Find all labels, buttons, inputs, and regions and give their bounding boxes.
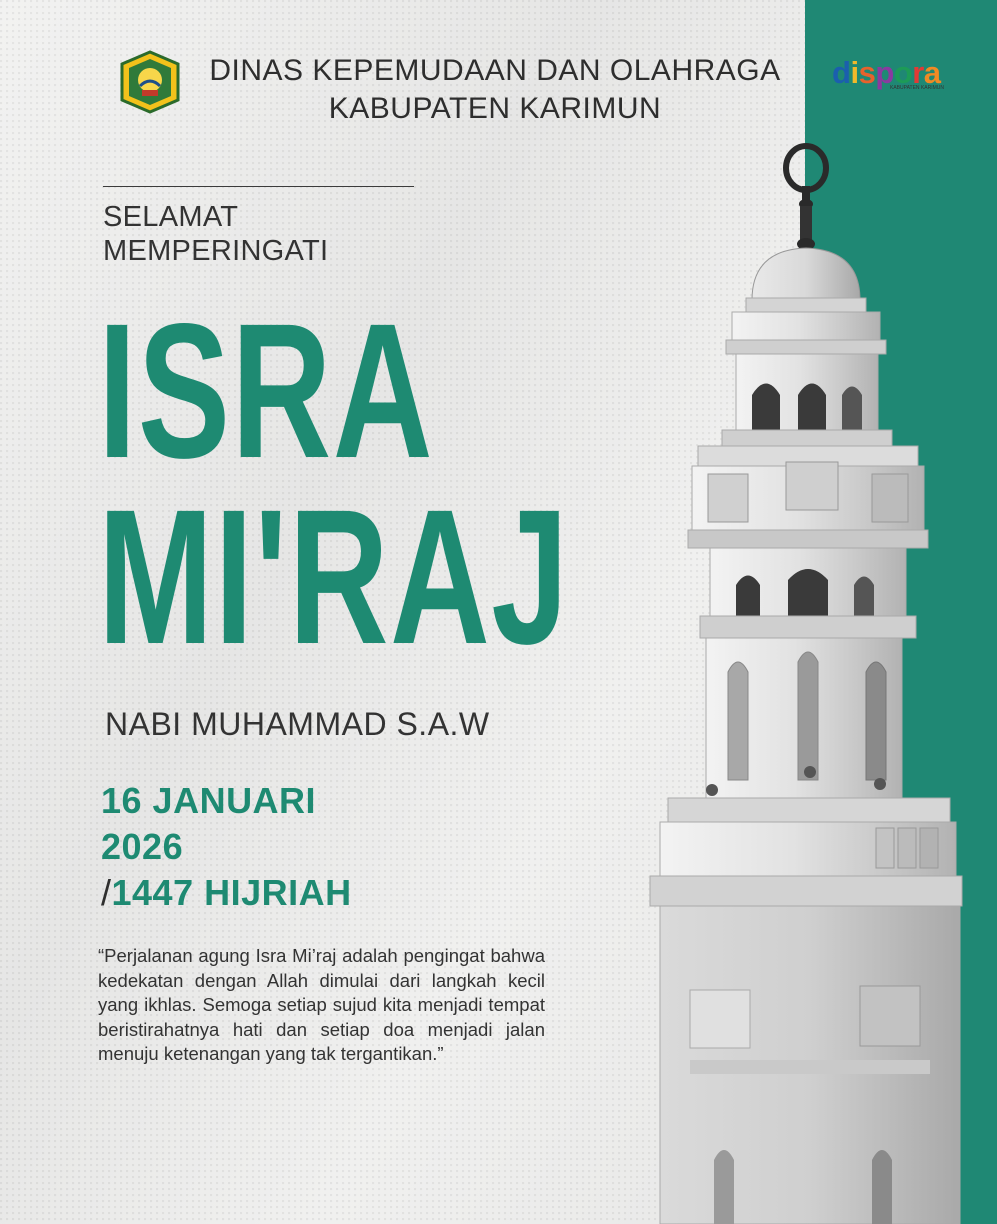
divider-line	[103, 186, 414, 187]
main-title-line-2: MI'RAJ	[98, 469, 570, 684]
organization-title	[190, 52, 800, 128]
event-date	[101, 778, 352, 916]
date-slash: /	[101, 872, 112, 913]
date-line-2: 2026	[101, 826, 184, 867]
crescent-finial	[786, 146, 826, 250]
brand-letter: i	[850, 55, 859, 90]
organization-line-1: DINAS KEPEMUDAAN DAN OLAHRAGA	[209, 54, 781, 87]
greeting-line-1: SELAMAT	[103, 201, 239, 233]
main-title-line-1: ISRA	[98, 283, 435, 498]
date-line-1: 16 JANUARI	[101, 780, 317, 821]
brand-letter: s	[858, 55, 876, 90]
hijri-year: 1447 HIJRIAH	[111, 872, 352, 913]
quote-paragraph: “Perjalanan agung Isra Mi’raj adalah pengingat bahwa kedekatan dengan Allah dimulai dari langkah kecil yang ikhlas. Semoga setiap sujud kita menjadi tempat beristirahatnya hati dan setiap doa menjadi jalan menuju ketenangan yang tak tergantikan.”	[98, 945, 545, 1064]
greeting-line-2: MEMPERINGATI	[103, 235, 329, 267]
main-title	[98, 283, 570, 684]
brand-letter: d	[832, 55, 851, 90]
brand-letter: p	[875, 55, 894, 90]
subtitle: NABI MUHAMMAD S.A.W	[105, 706, 490, 742]
brand-letter: o	[893, 55, 913, 90]
brand-letter: a	[923, 55, 941, 90]
dispora-logo	[832, 55, 977, 95]
greeting	[103, 200, 328, 268]
date-line-3	[101, 870, 352, 916]
brand-letter: r	[912, 55, 924, 90]
organization-line-2: KABUPATEN KARIMUN	[328, 92, 662, 125]
karimun-regency-emblem-icon	[118, 50, 182, 114]
dispora-logo-subtitle: KABUPATEN KARIMUN	[890, 85, 944, 91]
